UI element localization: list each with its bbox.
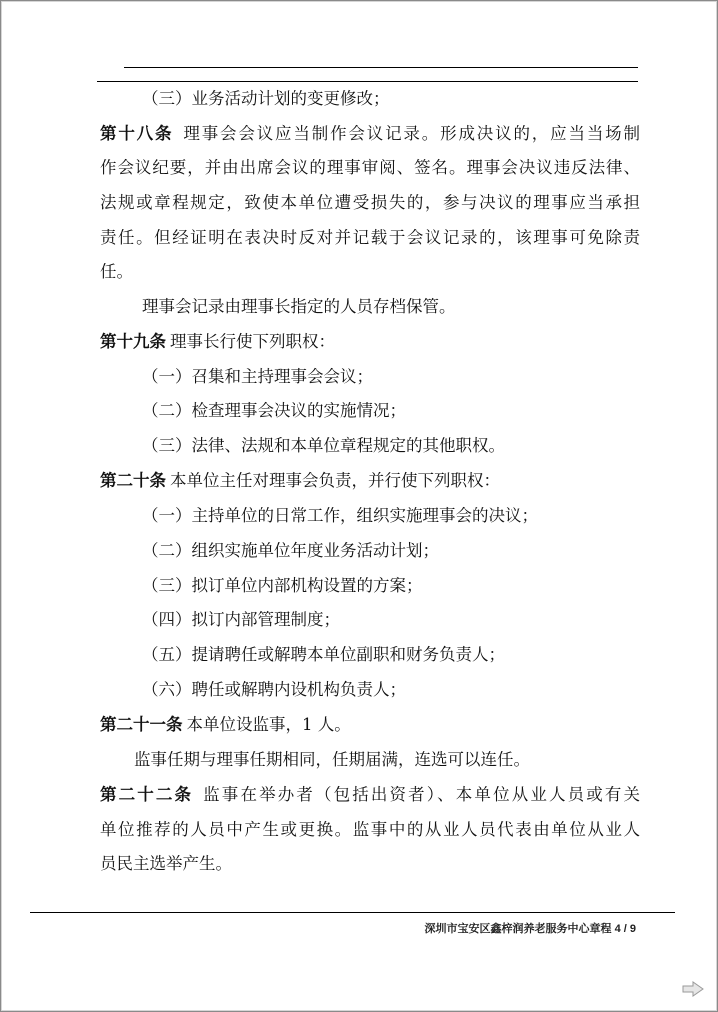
article-18-line-4: 责任。但经证明在表决时反对并记载于会议记录的，该理事可免除责: [100, 228, 640, 247]
header-rule-bottom: [97, 81, 638, 82]
article-18-para-2: 理事会记录由理事长指定的人员存档保管。: [142, 297, 456, 316]
article-22-line-2: 单位推荐的人员中产生或更换。监事中的从业人员代表由单位从业人: [100, 820, 640, 839]
article-22-line-3: 员民主选举产生。: [100, 854, 232, 873]
article-19-title: 第十九条: [100, 332, 166, 351]
article-18-line-2: 作会议纪要，并由出席会议的理事审阅、签名。理事会决议违反法律、: [100, 158, 640, 177]
article-21-para-2: 监事任期与理事任期相同，任期届满，连选可以连任。: [134, 750, 530, 769]
list-item: （一）主持单位的日常工作，组织实施理事会的决议；: [142, 506, 538, 525]
list-item: （二）检查理事会决议的实施情况；: [142, 401, 406, 420]
text-line: （三）业务活动计划的变更修改；: [142, 89, 390, 108]
list-item: （五）提请聘任或解聘本单位副职和财务负责人；: [142, 645, 505, 664]
article-18-line-5: 任。: [100, 262, 133, 281]
article-22-line-1: 第二十二条 监事在举办者（包括出资者）、本单位从业人员或有关: [100, 785, 641, 804]
article-18-line-3: 法规或章程规定，致使本单位遭受损失的，参与决议的理事应当承担: [100, 193, 640, 212]
article-19-line: 第十九条 理事长行使下列职权：: [100, 332, 335, 351]
arrow-right-icon[interactable]: [681, 980, 705, 998]
footer-rule: [30, 912, 675, 913]
list-item: （一）召集和主持理事会会议；: [142, 367, 373, 386]
article-20-line: 第二十条 本单位主任对理事会负责，并行使下列职权：: [100, 471, 500, 490]
page-footer: 深圳市宝安区鑫梓润养老服务中心章程 4 / 9: [424, 923, 636, 935]
article-18-title: 第十八条: [100, 124, 174, 143]
article-18-line-1: 第十八条 理事会会议应当制作会议记录。形成决议的，应当当场制: [100, 124, 641, 143]
article-22-title: 第二十二条: [100, 785, 194, 804]
list-item: （二）组织实施单位年度业务活动计划；: [142, 541, 439, 560]
list-item: （四）拟订内部管理制度；: [142, 610, 340, 629]
article-20-title: 第二十条: [100, 471, 166, 490]
list-item: （三）拟订单位内部机构设置的方案；: [142, 576, 423, 595]
list-item: （六）聘任或解聘内设机构负责人；: [142, 680, 406, 699]
article-21-line: 第二十一条 本单位设监事，1 人。: [100, 715, 351, 734]
article-21-title: 第二十一条: [100, 715, 183, 734]
list-item: （三）法律、法规和本单位章程规定的其他职权。: [142, 436, 505, 455]
header-rule-top: [124, 67, 638, 68]
